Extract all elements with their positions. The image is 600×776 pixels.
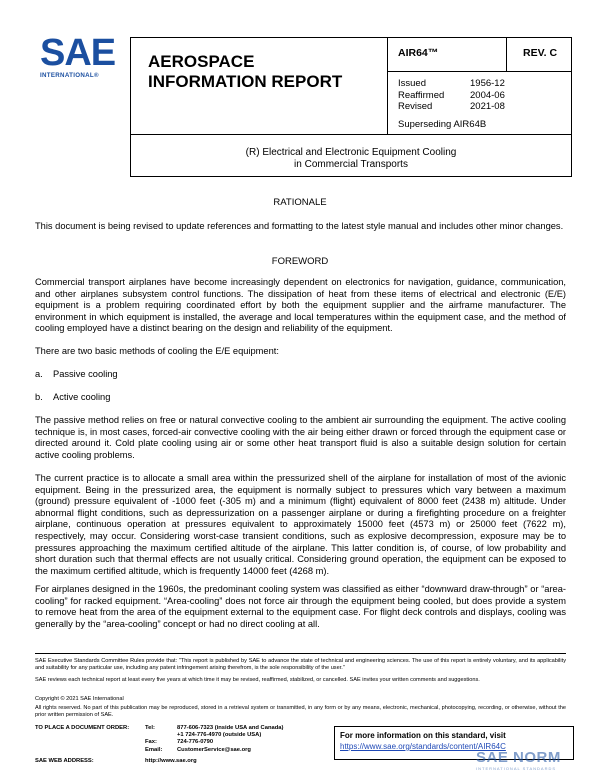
reaffirmed-label: Reaffirmed	[398, 89, 445, 101]
rationale-heading: RATIONALE	[273, 197, 327, 208]
foreword-paragraph: For airplanes designed in the 1960s, the predominant cooling system was classified as either “downward draw-through” or “area-cooling” for racked equipment. “Area-cooling” does not force air through the equipment being cooled, but does provide a system to remove heat from the area of the equipment external to the equipment case. For flight deck controls and displays, cooling was generally by the “area-cooling” concept or had no direct cooling at all.	[35, 584, 566, 629]
watermark-subtitle: INTERNATIONAL STANDARDS	[476, 766, 557, 771]
tel-label: Tel:	[145, 725, 155, 731]
list-marker: b.	[35, 392, 43, 402]
email-address[interactable]: CustomerService@sae.org	[177, 746, 251, 753]
document-type-line: INFORMATION REPORT	[148, 72, 343, 91]
tel-number: +1 724-776-4970 (outside USA)	[177, 732, 262, 739]
standard-link[interactable]: https://www.sae.org/standards/content/AIR64C	[340, 742, 506, 751]
revision-label: REV. C	[523, 47, 558, 59]
footer-divider	[35, 653, 566, 654]
document-dates	[398, 78, 505, 113]
sae-logo	[40, 32, 120, 84]
revised-date: 2021-08	[470, 101, 505, 112]
foreword-paragraph: The current practice is to allocate a small area within the pressurized shell of the airplane for installation of most of the avionic equipment. Being in the pressurized area, the equipment is normally subject to pressures which vary between a maximum (ground) pressure equivalent of -1000 feet (-305 m) and a minimum (flight) equivalent of 8000 feet (2438 m) altitude. Under abnormal flight conditions, such as depressurization on a passenger airplane or during a firefighting procedure on a freighter airplane, continuous operation at pressures equivalent to approximately 15000 feet (4573 m) or 25000 feet (7622 m), respectively, may occur. Considering worst-case transient conditions, such as explosive decompression, exposure may be to pressures approaching the maximum certified altitude of the airplane. This latter condition is, of course, of low probability and short duration such that thermal effects are not usually critical. Considering ground operation, the equipment can be exposed to the maximum certified altitude, which is frequently 14000 feet (4268 m).	[35, 473, 566, 576]
list-item	[35, 392, 110, 402]
review-note: SAE reviews each technical report at least every five years at which time it may be revised, reaffirmed, stabilized, or cancelled. SAE invites your written comments and suggestions.	[35, 677, 480, 683]
list-text: Passive cooling	[53, 369, 118, 379]
rationale-text: This document is being revised to update references and formatting to the latest style manual and includes other minor changes.	[35, 221, 564, 231]
issued-label: Issued	[398, 78, 426, 89]
list-marker: a.	[35, 369, 43, 379]
title-line: in Commercial Transports	[294, 159, 408, 170]
list-item	[35, 369, 118, 379]
copyright: Copyright © 2021 SAE International	[35, 696, 124, 702]
issued-date: 1956-12	[470, 78, 505, 89]
web-label: SAE WEB ADDRESS:	[35, 758, 94, 764]
web-address	[35, 758, 197, 765]
header-divider	[506, 38, 507, 71]
document-type	[148, 52, 378, 92]
revised-label: Revised	[398, 101, 433, 112]
foreword-paragraph: The passive method relies on free or natural convective cooling to the ambient air surrounding the equipment. The active cooling technique is, in most cases, forced-air convective cooling with the air being either drawn or forced through the equipment case or directed around it. Cold plate cooling using air or some other heat transport fluid is also a suitable design solution for certain active cooling problems.	[35, 415, 566, 460]
logo-mark: SAE	[40, 32, 116, 74]
logo-subtitle: INTERNATIONAL®	[40, 72, 99, 79]
email-label: Email:	[145, 746, 163, 753]
document-title	[130, 135, 572, 177]
tel-number: 877-606-7323 (inside USA and Canada)	[177, 725, 284, 731]
header-divider	[387, 38, 388, 134]
watermark: SAE NORM	[476, 749, 561, 766]
document-type-line: AEROSPACE	[148, 52, 255, 71]
web-link[interactable]: http://www.sae.org	[145, 758, 197, 764]
foreword-paragraph: There are two basic methods of cooling the E/E equipment:	[35, 346, 279, 356]
fax-label: Fax:	[145, 739, 157, 746]
foreword-paragraph: Commercial transport airplanes have become increasingly dependent on electronics for navigation, guidance, communication, and other airplanes subsystem control functions. The dissipation of heat from these items of electrical and electronic (E/E) equipment is a problem requiring coordinated effort by both the equipment supplier and the airframe manufacturer. The environment in which equipment is installed, the average and local temperatures within the equipment case, and the method of cooling employed have a distinct bearing on the design and reliability of the equipment.	[35, 277, 566, 334]
document-number: AIR64™	[398, 47, 439, 59]
foreword-heading: FOREWORD	[271, 256, 329, 267]
committee-rules: SAE Executive Standards Committee Rules provide that: “This report is published by SAE to advance the state of technical and engineering sciences. The use of this report is entirely voluntary, and its applicability and suitability for any particular use, including any patent infringement arising therefrom, is the sole responsibility of the user.”	[35, 658, 566, 671]
order-contacts	[35, 725, 335, 754]
rights-note: All rights reserved. No part of this publication may be reproduced, stored in a retrieval system or transmitted, in any form or by any means, electronic, mechanical, photocopying, recording, or otherwise, without the prior written permission of SAE.	[35, 705, 566, 718]
more-info-title: For more information on this standard, visit	[340, 731, 506, 740]
title-line: (R) Electrical and Electronic Equipment Cooling	[245, 147, 457, 158]
document-header	[130, 37, 572, 135]
order-label: TO PLACE A DOCUMENT ORDER:	[35, 725, 130, 731]
superseding-note: Superseding AIR64B	[398, 119, 487, 130]
fax-number: 724-776-0790	[177, 739, 214, 746]
header-divider	[387, 71, 571, 72]
list-text: Active cooling	[53, 392, 111, 402]
reaffirmed-date: 2004-06	[470, 89, 505, 101]
